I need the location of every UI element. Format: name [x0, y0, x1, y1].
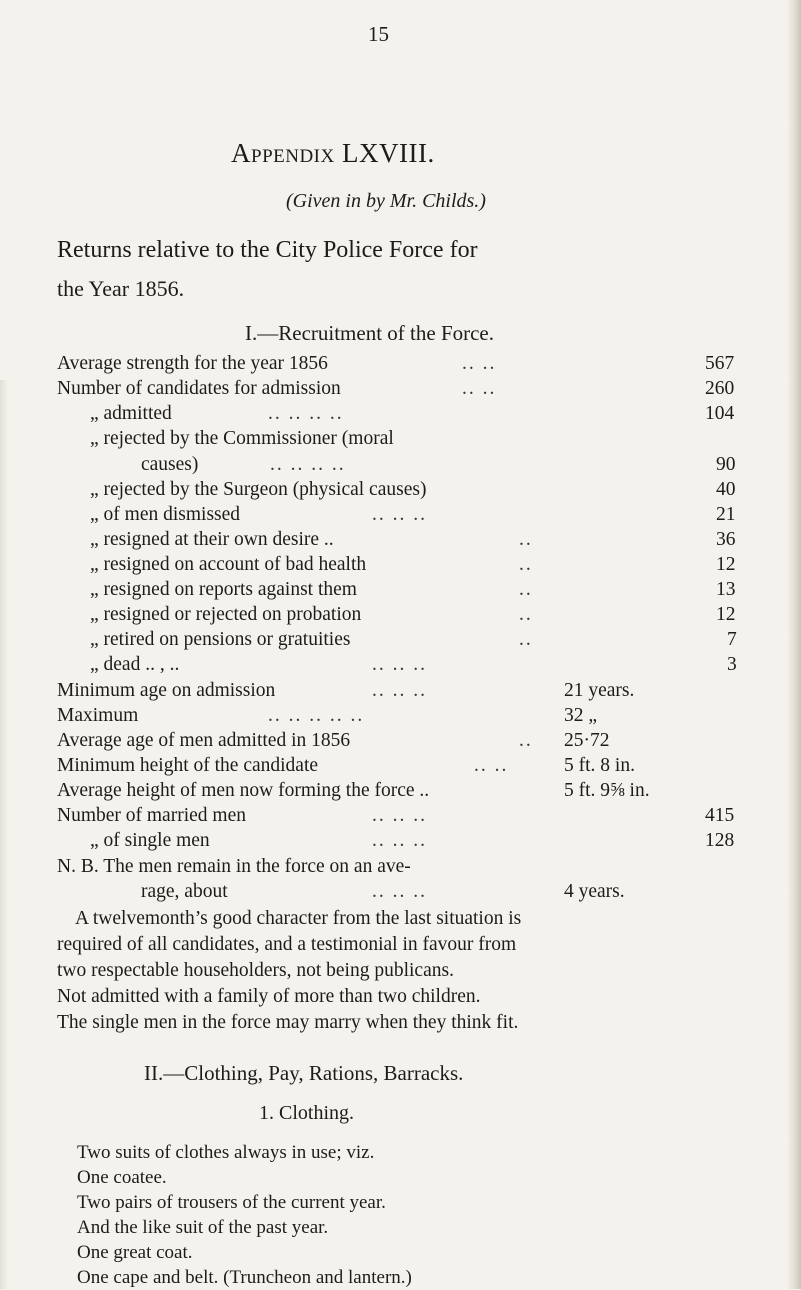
row-value: 32 „: [564, 705, 598, 726]
table-row: [0, 403, 801, 429]
table-row: [0, 353, 801, 379]
clothing-line: And the like suit of the past year.: [77, 1217, 329, 1238]
paragraph-line: required of all candidates, and a testimonial in favour from: [57, 934, 517, 955]
row-value: 36: [716, 529, 736, 550]
row-value: 7: [727, 629, 737, 650]
clothing-line: One coatee.: [77, 1167, 167, 1188]
paragraph-line: A twelvemonth’s good character from the last situation is: [75, 908, 522, 929]
row-label: Number of married men: [57, 805, 246, 826]
row-label: „ resigned at their own desire ..: [90, 529, 334, 550]
row-dots: .. .. ..: [372, 504, 427, 525]
row-value: 5 ft. 9⅝ in.: [564, 780, 650, 801]
row-dots: ..: [519, 604, 533, 625]
table-row: [0, 755, 801, 781]
row-label: Minimum age on admission: [57, 680, 276, 701]
row-label: „ resigned on account of bad health: [90, 554, 367, 575]
clothing-list: [77, 1140, 412, 1290]
table-row: [0, 604, 801, 630]
given-in-by-text: (Given in by Mr. Childs.): [286, 190, 486, 212]
row-label: „ resigned or rejected on probation: [90, 604, 362, 625]
row-label: „ of single men: [90, 830, 210, 851]
clothing-line: Two suits of clothes always in use; viz.: [77, 1142, 375, 1163]
row-value: 12: [716, 604, 736, 625]
row-dots: .. ..: [462, 353, 497, 374]
row-label: „ resigned on reports against them: [90, 579, 357, 600]
row-value: 104: [705, 403, 735, 424]
row-label: Number of candidates for admission: [57, 378, 341, 399]
row-label: Maximum: [57, 705, 139, 726]
subsection-clothing-title: 1. Clothing.: [259, 1102, 355, 1124]
table-row: [0, 680, 801, 706]
page-number: 15: [368, 22, 389, 46]
table-row: [0, 479, 801, 505]
row-value: 40: [716, 479, 736, 500]
row-value: 25·72: [564, 730, 610, 751]
row-label: Minimum height of the candidate: [57, 755, 319, 776]
table-row: [0, 579, 801, 605]
row-label: causes): [141, 454, 199, 475]
table-row: [0, 454, 801, 480]
row-value: 21: [716, 504, 736, 525]
row-value: 3: [727, 654, 737, 675]
table-row: [0, 428, 801, 454]
row-value: 260: [705, 378, 735, 399]
row-dots: ..: [519, 554, 533, 575]
table-row: [0, 378, 801, 404]
row-label: „ admitted: [90, 403, 172, 424]
section-clothing-title: II.—Clothing, Pay, Rations, Barracks.: [144, 1061, 464, 1085]
row-label: „ retired on pensions or gratuities: [90, 629, 351, 650]
row-value: 567: [705, 353, 735, 374]
row-dots: ..: [519, 629, 533, 650]
row-label: „ rejected by the Commissioner (moral: [90, 428, 394, 449]
row-value: 415: [705, 805, 735, 826]
row-dots: .. .. ..: [372, 680, 427, 701]
row-label: „ dead .. , ..: [90, 654, 180, 675]
row-value: 12: [716, 554, 736, 575]
row-value: 21 years.: [564, 680, 635, 701]
row-dots: .. .. .. .. ..: [268, 705, 365, 726]
table-row: [0, 654, 801, 680]
row-dots: .. .. .. ..: [270, 454, 346, 475]
row-label: rage, about: [141, 881, 228, 902]
table-row: [0, 629, 801, 655]
row-value: 13: [716, 579, 736, 600]
given-in-by: [286, 190, 486, 213]
appendix-title: Appendix LXVIII.: [231, 138, 435, 168]
row-dots: .. .. ..: [372, 805, 427, 826]
row-dots: ..: [519, 579, 533, 600]
row-dots: .. ..: [462, 378, 497, 399]
returns-heading-line2: the Year 1856.: [57, 276, 185, 301]
table-row: [0, 730, 801, 756]
clothing-line: One cape and belt. (Truncheon and lantern.): [77, 1267, 412, 1288]
table-row: [0, 830, 801, 856]
row-dots: .. .. ..: [372, 881, 427, 902]
row-dots: .. .. .. ..: [268, 403, 344, 424]
section-recruitment-title: I.—Recruitment of the Force.: [245, 321, 495, 345]
table-row: [0, 780, 801, 806]
row-label: Average age of men admitted in 1856: [57, 730, 351, 751]
returns-heading-line1: Returns relative to the City Police Force for: [57, 237, 478, 263]
row-label: Average strength for the year 1856: [57, 353, 328, 374]
row-label: N. B. The men remain in the force on an ave-: [57, 856, 411, 877]
table-row: [0, 881, 801, 907]
row-value: 90: [716, 454, 736, 475]
paragraph-line: The single men in the force may marry when they think fit.: [57, 1012, 519, 1033]
table-row: [0, 529, 801, 555]
row-dots: ..: [519, 529, 533, 550]
paragraph-line: two respectable householders, not being publicans.: [57, 960, 454, 981]
row-value: 4 years.: [564, 881, 625, 902]
table-row: [0, 856, 801, 882]
clothing-line: Two pairs of trousers of the current year.: [77, 1192, 386, 1213]
row-label: „ rejected by the Surgeon (physical causes): [90, 479, 427, 500]
row-dots: .. .. ..: [372, 654, 427, 675]
row-dots: ..: [519, 730, 533, 751]
row-label: „ of men dismissed: [90, 504, 241, 525]
table-row: [0, 554, 801, 580]
clothing-line: One great coat.: [77, 1242, 193, 1263]
table-row: [0, 504, 801, 530]
row-dots: .. ..: [474, 755, 509, 776]
row-dots: .. .. ..: [372, 830, 427, 851]
table-row: [0, 705, 801, 731]
row-value: 5 ft. 8 in.: [564, 755, 635, 776]
table-row: [0, 805, 801, 831]
requirements-paragraph: [57, 906, 521, 1036]
row-label: Average height of men now forming the force ..: [57, 780, 430, 801]
paragraph-line: Not admitted with a family of more than two children.: [57, 986, 481, 1007]
row-value: 128: [705, 830, 735, 851]
